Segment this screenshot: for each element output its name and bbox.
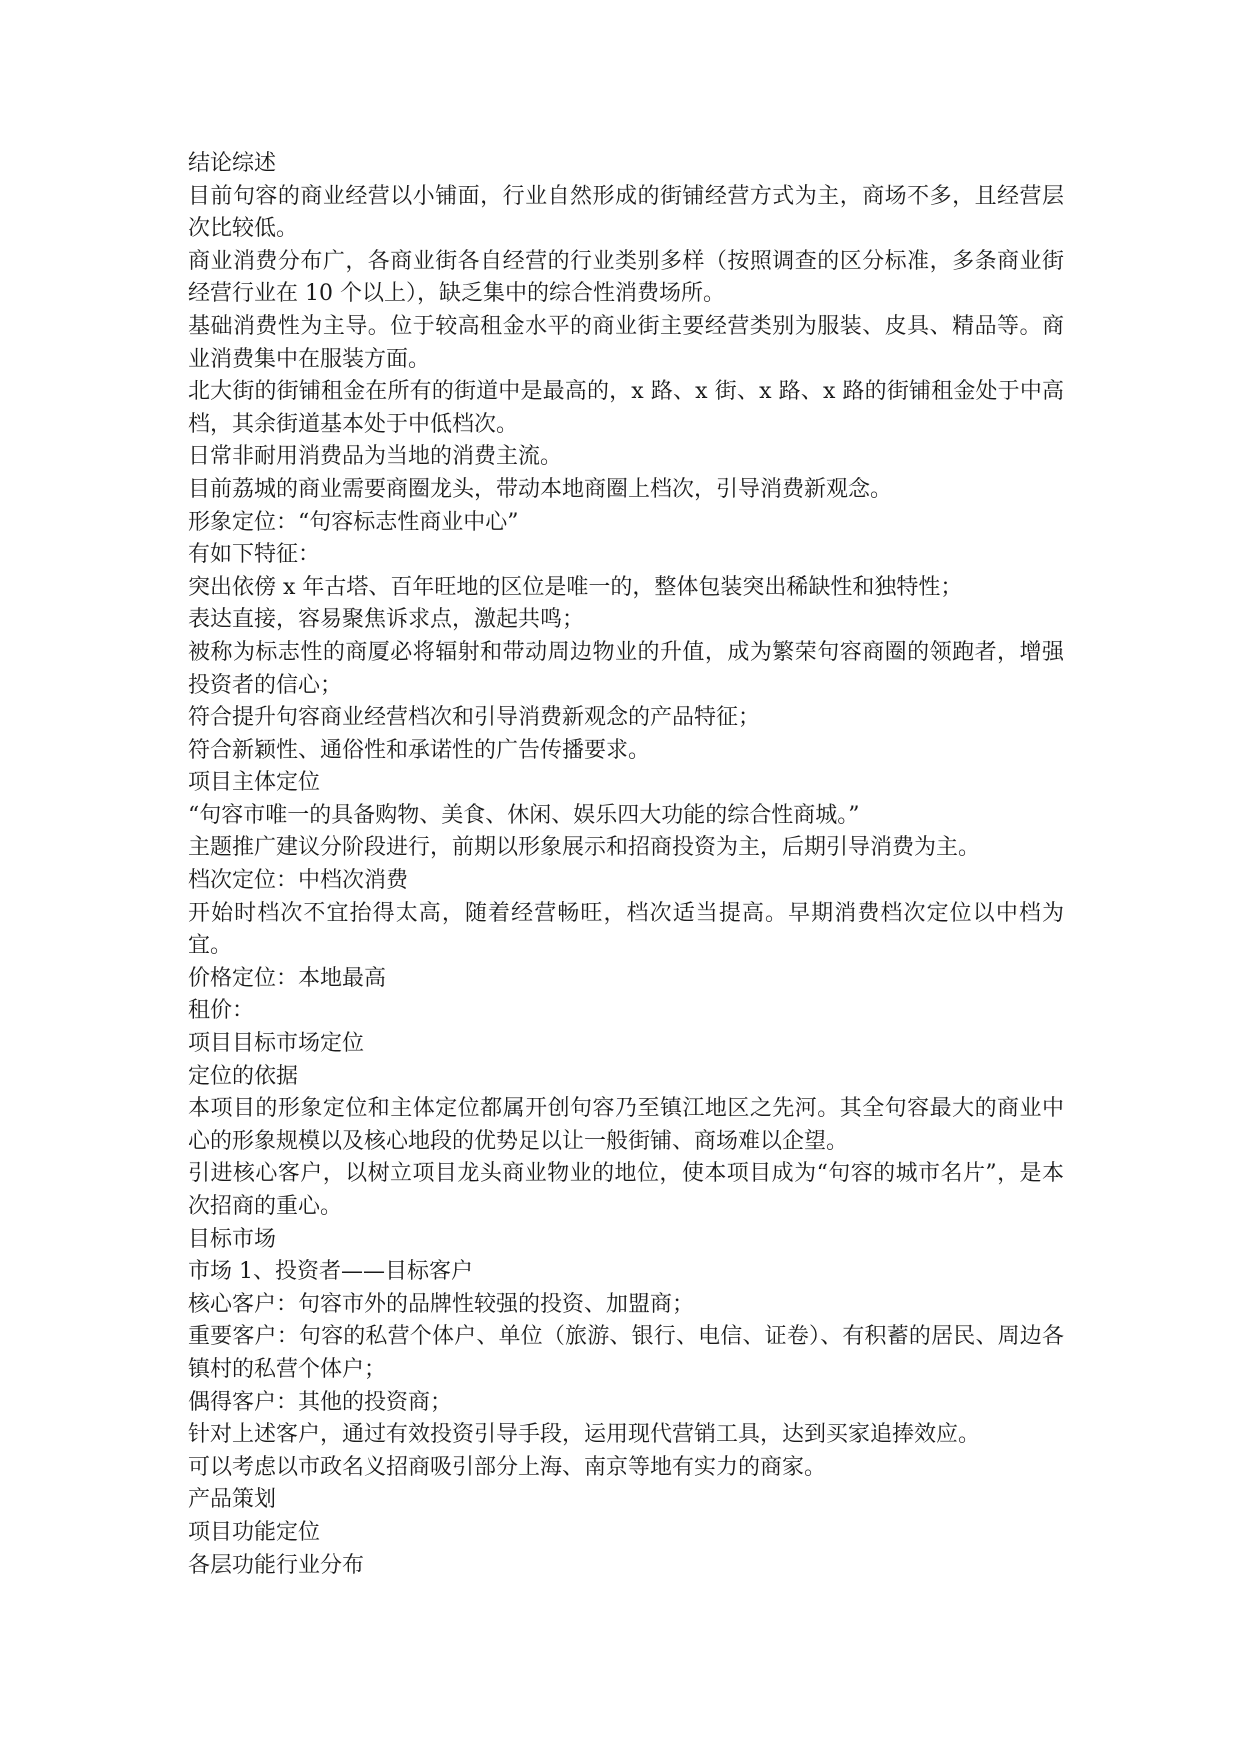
heading-function-positioning: 项目功能定位: [188, 1519, 321, 1545]
heading-market-investors: 市场 1、投资者——目标客户: [188, 1259, 473, 1285]
paragraph-promotion-stages: 主题推广建议分阶段进行，前期以形象展示和招商投资为主，后期引导消费为主。: [188, 835, 981, 861]
paragraph-daily-consumables: 日常非耐用消费品为当地的消费主流。: [188, 444, 563, 470]
paragraph-commerce-status: 目前句容的商业经营以小铺面，行业自然形成的街铺经营方式为主，商场不多，且经营层次比较低。: [188, 183, 1064, 242]
heading-target-market-positioning: 项目目标市场定位: [188, 1031, 365, 1057]
paragraph-grade-detail: 开始时档次不宜抬得太高，随着经营畅旺，档次适当提高。早期消费档次定位以中档为宜。: [188, 900, 1064, 959]
feature-item-product-upgrade: 符合提升句容商业经营档次和引导消费新观念的产品特征；: [188, 705, 761, 731]
paragraph-subject-quote: “句容市唯一的具备购物、美食、休闲、娱乐四大功能的综合性商城。”: [188, 802, 860, 828]
feature-item-direct-expression: 表达直接，容易聚焦诉求点，激起共鸣；: [188, 607, 585, 633]
feature-item-location: 突出依傍 x 年古塔、百年旺地的区位是唯一的，整体包装突出稀缺性和独特性；: [188, 574, 963, 600]
heading-product-planning: 产品策划: [188, 1487, 277, 1513]
paragraph-important-client-type: 重要客户：句容的私营个体户、单位（旅游、银行、电信、证卷）、有积蓄的居民、周边各镇村的私营个体户；: [188, 1324, 1064, 1382]
paragraph-occasional-client-type: 偶得客户：其他的投资商；: [188, 1389, 453, 1415]
heading-positioning-basis: 定位的依据: [188, 1063, 299, 1089]
heading-subject-positioning: 项目主体定位: [188, 770, 321, 796]
heading-floor-distribution: 各层功能行业分布: [188, 1552, 365, 1578]
paragraph-street-rent: 北大街的街铺租金在所有的街道中是最高的，x 路、x 街、x 路、x 路的街铺租金处于中高档，其余街道基本处于中低档次。: [188, 379, 1064, 437]
paragraph-core-clients: 引进核心客户，以树立项目龙头商业物业的地位，使本项目成为“句容的城市名片”，是本次招商的重心。: [188, 1161, 1064, 1219]
label-rent-price: 租价：: [188, 998, 255, 1024]
paragraph-business-leader: 目前荔城的商业需要商圈龙头，带动本地商圈上档次，引导消费新观念。: [188, 476, 893, 502]
feature-item-advertising: 符合新颖性、通俗性和承诺性的广告传播要求。: [188, 737, 651, 763]
paragraph-pioneering: 本项目的形象定位和主体定位都属开创句容乃至镇江地区之先河。其全句容最大的商业中心的形象规模以及核心地段的优势足以让一般街铺、商场难以企望。: [188, 1096, 1064, 1154]
heading-grade-positioning: 档次定位：中档次消费: [188, 868, 409, 894]
paragraph-basic-consumption: 基础消费性为主导。位于较高租金水平的商业街主要经营类别为服装、皮具、精品等。商业消费集中在服装方面。: [188, 313, 1064, 372]
paragraph-features-intro: 有如下特征：: [188, 542, 321, 568]
paragraph-marketing-approach: 针对上述客户，通过有效投资引导手段，运用现代营销工具，达到买家追捧效应。: [188, 1422, 981, 1448]
heading-image-positioning: 形象定位：“句容标志性商业中心”: [188, 509, 519, 535]
paragraph-consumption-distribution: 商业消费分布广，各商业街各自经营的行业类别多样（按照调查的区分标准，多条商业街经营行业在 10 个以上），缺乏集中的综合性消费场所。: [188, 248, 1064, 307]
document-body: [188, 148, 1064, 1582]
paragraph-municipal-invitation: 可以考虑以市政名义招商吸引部分上海、南京等地有实力的商家。: [188, 1454, 827, 1480]
heading-target-market: 目标市场: [188, 1226, 277, 1252]
paragraph-core-client-type: 核心客户：句容市外的品牌性较强的投资、加盟商；: [188, 1291, 695, 1317]
feature-item-landmark: 被称为标志性的商厦必将辐射和带动周边物业的升值，成为繁荣句容商圈的领跑者，增强投资者的信心；: [188, 639, 1064, 698]
heading-price-positioning: 价格定位：本地最高: [188, 965, 387, 991]
heading-conclusion-summary: 结论综述: [188, 151, 277, 176]
